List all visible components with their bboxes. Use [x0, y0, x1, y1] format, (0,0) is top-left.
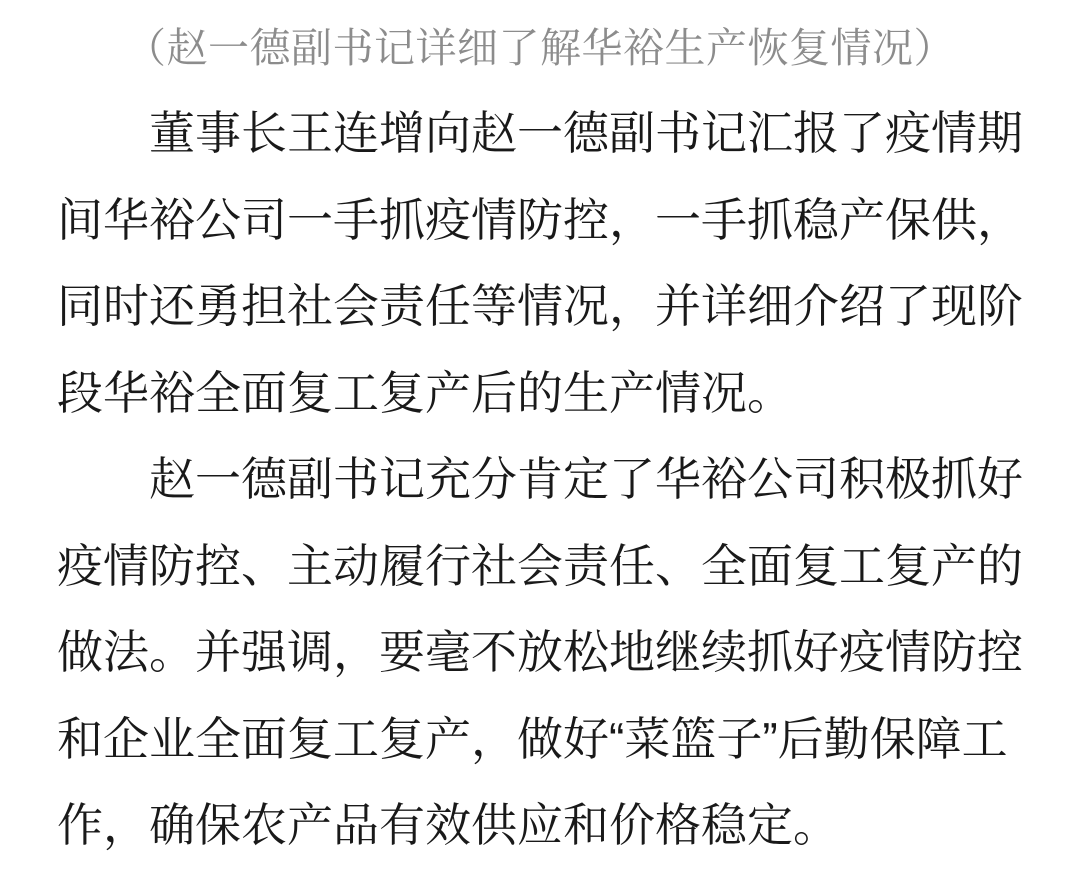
text-line: 赵一德副书记充分肯定了华裕公司积极抓好 — [57, 453, 1023, 505]
text-line: 和企业全面复工复产，做好“菜篮子”后勤保障工 — [57, 712, 1008, 765]
image-caption: （赵一德副书记详细了解华裕生产恢复情况） — [125, 25, 955, 71]
text-line: 作，确保农产品有效供应和价格稳定。 — [57, 799, 839, 851]
text-line: 段华裕全面复工复产后的生产情况。 — [57, 366, 793, 419]
text-line: 疫情防控、主动履行社会责任、全面复工复产的 — [57, 539, 1023, 592]
article-body — [57, 90, 1023, 869]
text-line: 董事长王连增向赵一德副书记汇报了疫情期 — [57, 107, 1023, 159]
text-line: 做法。并强调，要毫不放松地继续抓好疫情防控 — [57, 626, 1023, 678]
text-line: 同时还勇担社会责任等情况，并详细介绍了现阶 — [57, 280, 1023, 332]
text-line: 间华裕公司一手抓疫情防控，一手抓稳产保供， — [57, 193, 1023, 246]
paragraph — [57, 90, 1023, 436]
paragraph — [57, 436, 1023, 869]
